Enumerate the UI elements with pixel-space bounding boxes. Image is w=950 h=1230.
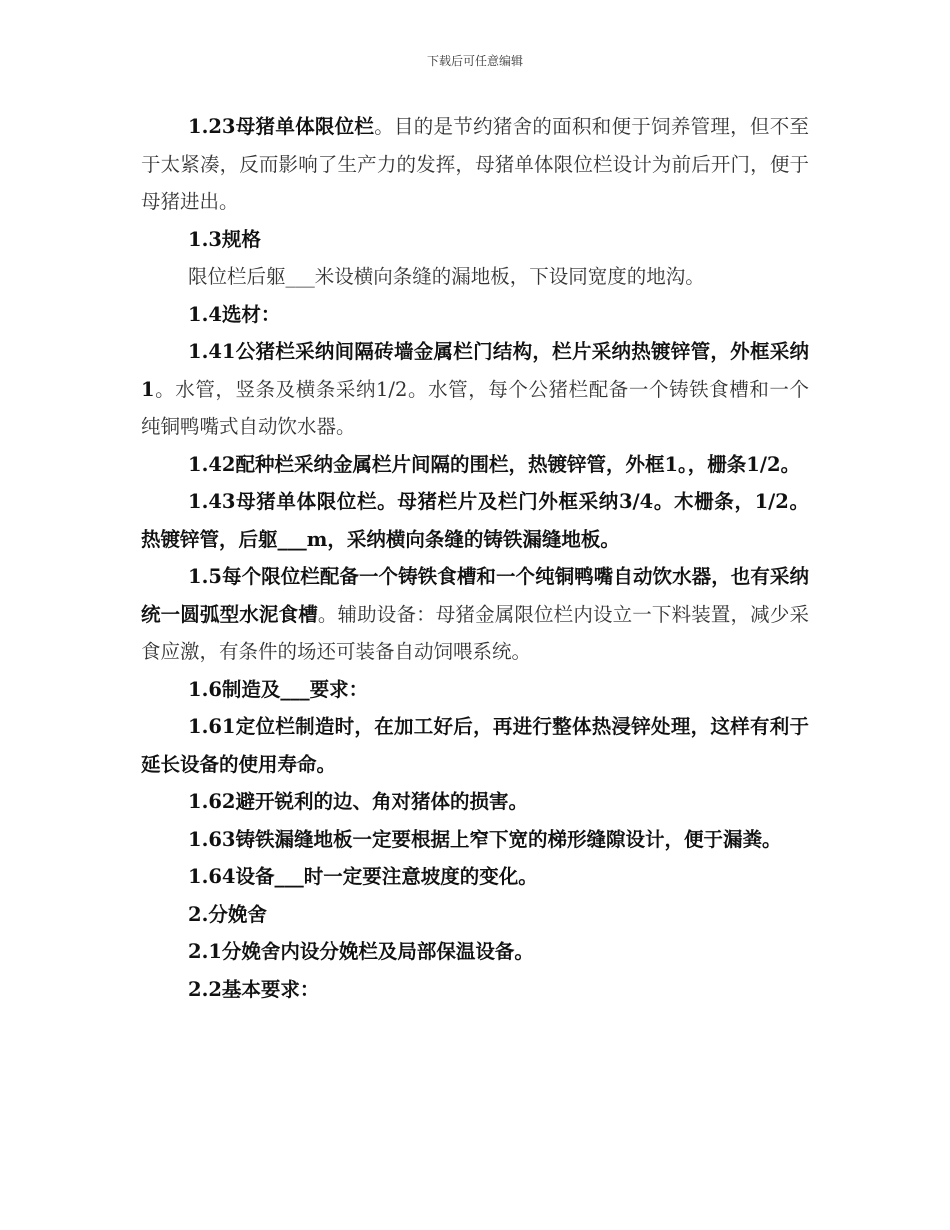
paragraph-bold-text: 1.63铸铁漏缝地板一定要根据上窄下宽的梯形缝隙设计，便于漏粪。 xyxy=(188,827,782,851)
page-header: 下载后可任意编辑 xyxy=(426,54,523,68)
paragraph xyxy=(141,821,809,859)
paragraph-text: 。目的是节约猪舍的面积和便于饲养管理，但不至于太紧凑，反而影响了生产力的发挥，母猪单体限位栏设计为前后开门，便于母猪进出。 xyxy=(141,115,809,213)
paragraph-bold-text: 1.3规格 xyxy=(188,227,261,251)
paragraph-bold-text: 1.64设备___时一定要注意坡度的变化。 xyxy=(188,865,538,888)
paragraph-bold-text: 2.分娩舍 xyxy=(188,902,267,926)
paragraph-bold-text: 1.42配种栏采纳金属栏片间隔的围栏，热镀锌管，外框1。，栅条1/2。 xyxy=(188,452,801,476)
paragraph xyxy=(141,483,809,558)
paragraph-bold-text: 1.23母猪单体限位栏 xyxy=(188,115,375,138)
paragraph-bold-text: 2.2基本要求： xyxy=(188,977,320,1001)
paragraph-text: 。辅助设备：母猪金属限位栏内设立一下料装置，减少采食应激，有条件的场还可装备自动饲喂系统。 xyxy=(141,602,809,663)
document-body xyxy=(141,108,809,1008)
paragraph xyxy=(141,296,809,334)
paragraph xyxy=(141,858,809,896)
paragraph xyxy=(141,221,809,259)
paragraph-bold-text: 1.61定位栏制造时，在加工好后，再进行整体热浸锌处理，这样有利于延长设备的使用寿命。 xyxy=(141,715,809,776)
paragraph-bold-text: 1.41公猪栏采纳间隔砖墙金属栏门结构，栏片采纳热镀锌管，外框采纳1 xyxy=(141,340,809,401)
paragraph xyxy=(141,933,809,971)
paragraph-bold-text: 1.6制造及___要求： xyxy=(188,677,369,701)
paragraph xyxy=(141,558,809,671)
paragraph-text: 限位栏后躯___米设横向条缝的漏地板，下设同宽度的地沟。 xyxy=(188,265,705,288)
paragraph xyxy=(141,783,809,821)
paragraph-bold-text: 1.5每个限位栏配备一个铸铁食槽和一个纯铜鸭嘴自动饮水器，也有采纳统一圆弧型水泥食槽 xyxy=(141,565,809,626)
paragraph-bold-text: 1.4选材： xyxy=(188,302,281,326)
paragraph xyxy=(141,708,809,783)
paragraph xyxy=(141,971,809,1009)
paragraph xyxy=(141,671,809,709)
paragraph xyxy=(141,446,809,484)
paragraph-bold-text: 1.62避开锐利的边、角对猪体的损害。 xyxy=(188,790,528,813)
paragraph xyxy=(141,108,809,221)
paragraph-bold-text: 2.1分娩舍内设分娩栏及局部保温设备。 xyxy=(188,940,534,963)
paragraph-bold-text: 1.43母猪单体限位栏。母猪栏片及栏门外框采纳3/4。木栅条，1/2。热镀锌管，后躯___m，采纳横向条缝的铸铁漏缝地板。 xyxy=(141,490,809,551)
paragraph-text: 。水管，竖条及横条采纳1/2。水管，每个公猪栏配备一个铸铁食槽和一个纯铜鸭嘴式自动饮水器。 xyxy=(141,377,809,438)
section-heading xyxy=(141,896,809,934)
paragraph xyxy=(141,333,809,446)
paragraph xyxy=(141,258,809,296)
